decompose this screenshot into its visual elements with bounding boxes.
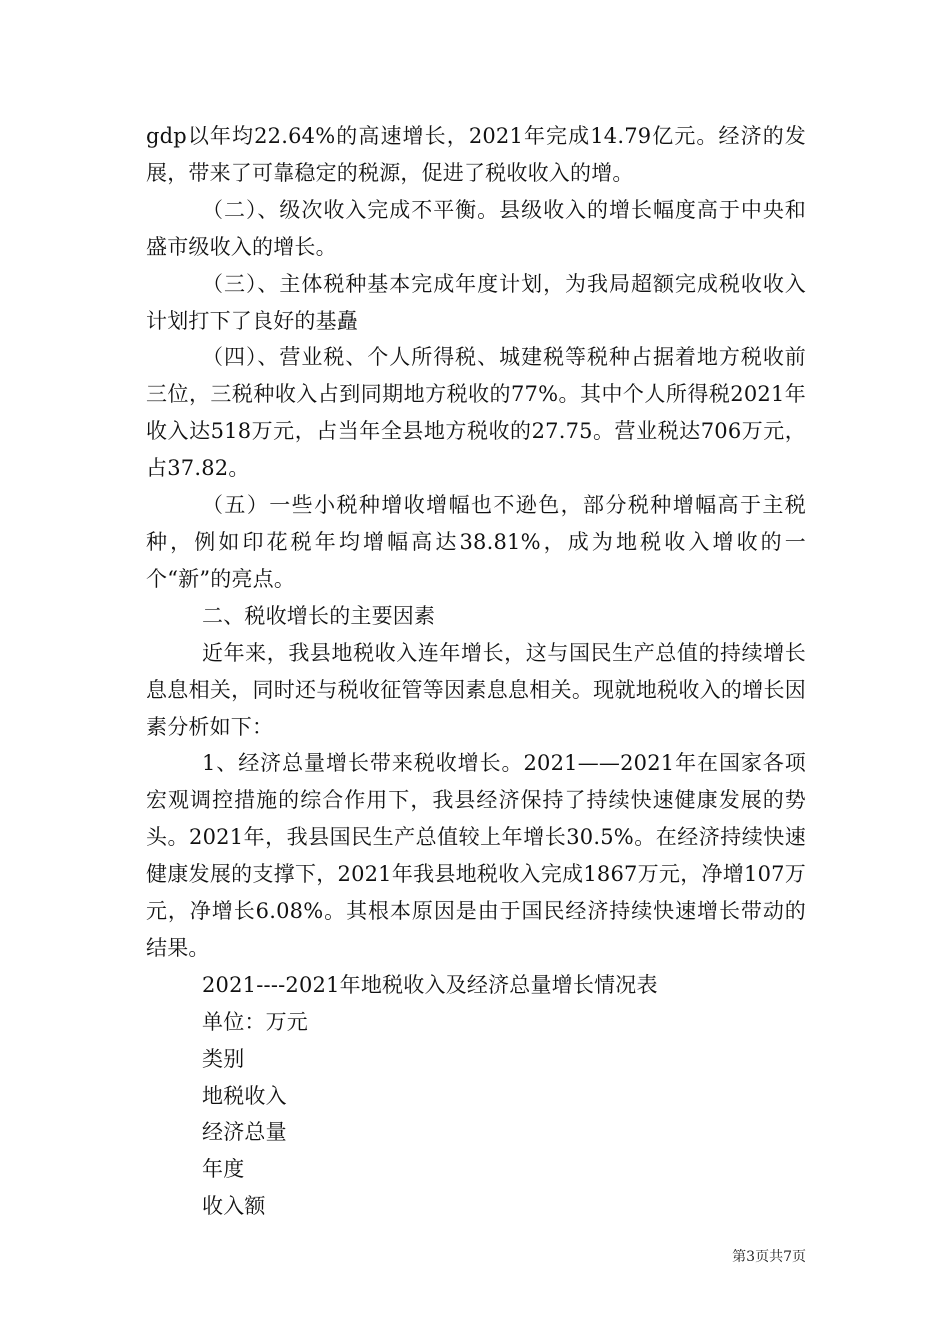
page-number: 第3页共7页 [732, 1249, 806, 1265]
table-cell: 经济总量 [202, 1120, 287, 1145]
paragraph: 近年来，我县地税收入连年增长，这与国民生产总值的持续增长息息相关，同时还与税收征管等因素息息相关。现就地税收入的增长因素分析如下： [146, 640, 806, 739]
paragraph: （二）、级次收入完成不平衡。县级收入的增长幅度高于中央和盛市级收入的增长。 [146, 197, 806, 259]
table-title: 2021----2021年地税收入及经济总量增长情况表 [202, 972, 658, 997]
table-cell: 收入额 [202, 1194, 266, 1219]
table-caption-block [146, 967, 806, 1225]
table-cell: 类别 [202, 1046, 245, 1071]
table-cell: 年度 [202, 1157, 245, 1182]
paragraph: gdp以年均22.64%的高速增长，2021年完成14.79亿元。经济的发展，带来了可靠稳定的税源，促进了税收收入的增。 [146, 124, 806, 185]
paragraph: （五）一些小税种增收增幅也不逊色，部分税种增幅高于主税种，例如印花税年均增幅高达38.81%，成为地税收入增收的一个“新”的亮点。 [146, 493, 806, 591]
table-unit: 单位：万元 [202, 1009, 308, 1034]
table-cell: 地税收入 [202, 1083, 287, 1108]
document-page [146, 118, 806, 1225]
body-text [146, 118, 806, 967]
paragraph: （四）、营业税、个人所得税、城建税等税种占据着地方税收前三位，三税种收入占到同期地方税收的77%。其中个人所得税2021年收入达518万元，占当年全县地方税收的27.75。营业税达706万元，占37.82。 [146, 345, 806, 481]
section-heading: 二、税收增长的主要因素 [202, 603, 436, 628]
paragraph: 1、经济总量增长带来税收增长。2021——2021年在国家各项宏观调控措施的综合作用下，我县经济保持了持续快速健康发展的势头。2021年，我县国民生产总值较上年增长30.5%。在经济持续快速健康发展的支撑下，2021年我县地税收入完成1867万元，净增107万元，净增长6.08%。其根本原因是由于国民经济持续快速增长带动的结果。 [146, 751, 806, 960]
paragraph: （三）、主体税种基本完成年度计划，为我局超额完成税收收入计划打下了良好的基矗 [146, 271, 806, 333]
